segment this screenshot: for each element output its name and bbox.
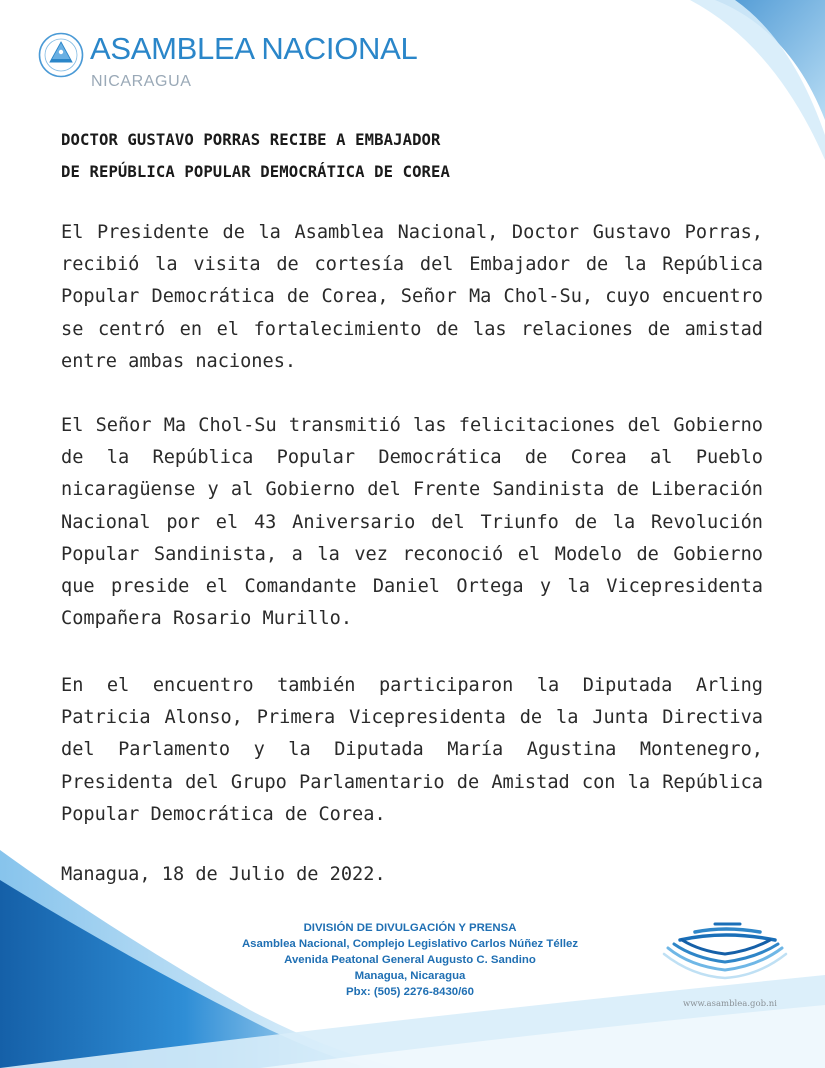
footer-address-1: Asamblea Nacional, Complejo Legislativo Carlos Núñez Téllez [241,938,579,950]
footer-division: DIVISIÓN DE DIVULGACIÓN Y PRENSA [303,922,517,934]
dateline: Managua, 18 de Julio de 2022. [61,864,386,885]
country-name: NICARAGUA [91,73,192,90]
body-paragraph-2: El Señor Ma Chol-Su transmitió las felicitaciones del Gobierno de la República Popular Democrática de Corea al Pueblo nicaragüense y al Gobierno del Frente Sandinista de Liberación Nacional por el 43 Aniversario del Triunfo de la Revolución Popular Sandinista, a la vez reconoció el Modelo de Gobierno que preside el Comandante Daniel Ortega y la Vicepresidenta Compañera Rosario Murillo. [61,415,763,630]
footer-phone: Pbx: (505) 2276-8430/60 [346,986,474,998]
body-paragraph-1: El Presidente de la Asamblea Nacional, Doctor Gustavo Porras, recibió la visita de cortesía del Embajador de la República Popular Democrática de Corea, Señor Ma Chol-Su, cuyo encuentro se centró en el fortalecimiento de las relaciones de amistad entre ambas naciones. [61,222,763,372]
parliament-arc-logo-icon [660,918,790,980]
press-headline [61,124,761,188]
footer-address-2: Avenida Peatonal General Augusto C. Sandino [284,954,536,966]
footer-city: Managua, Nicaragua [354,970,466,982]
national-seal-icon [38,32,84,78]
org-name: ASAMBLEA NACIONAL [90,31,418,66]
headline-line-1: DOCTOR GUSTAVO PORRAS RECIBE A EMBAJADOR [61,131,441,149]
headline-line-2: DE REPÚBLICA POPULAR DEMOCRÁTICA DE COREA [61,163,451,181]
footer-contact [240,920,580,1000]
body-paragraph-3: En el encuentro también participaron la Diputada Arling Patricia Alonso, Primera Vicepresidenta de la Junta Directiva del Parlamento y la Diputada María Agustina Montenegro, Presidenta del Grupo Parlamentario de Amistad con la República Popular Democrática de Corea. [61,675,763,825]
website-url: www.asamblea.gob.ni [683,999,777,1009]
